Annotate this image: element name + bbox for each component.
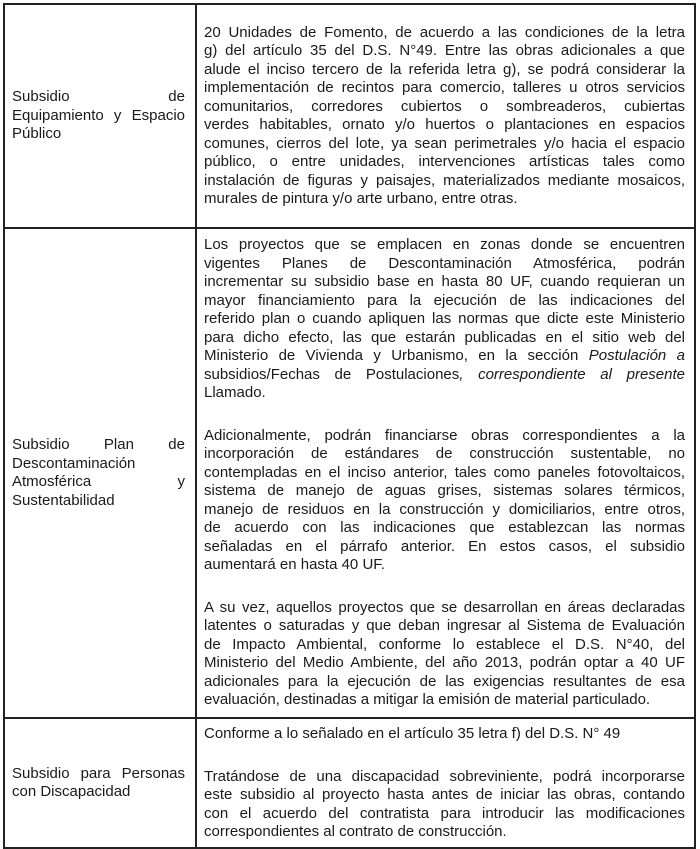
text-line: implementación de recintos para comercio, talleres u otros servicios bbox=[204, 79, 685, 96]
text-line: Ministerio del Medio Ambiente, del año 2013, podrán optar a 40 UF bbox=[204, 654, 685, 672]
text-line: contempladas en el inciso anterior, tales como paneles fotovoltaicos, bbox=[204, 463, 685, 481]
text-line: vigentes Planes de Descontaminación Atmosférica, podrán bbox=[204, 254, 685, 272]
text-line: Tratándose de una discapacidad sobreviniente, podrá incorporarse bbox=[204, 767, 685, 785]
paragraph bbox=[204, 236, 685, 403]
label-line: Subsidio de bbox=[12, 88, 185, 106]
paragraph bbox=[204, 599, 685, 710]
table-row-discapacidad bbox=[5, 717, 694, 847]
row-description-cell bbox=[197, 719, 694, 847]
table-row-descontaminacion bbox=[5, 227, 694, 717]
row-label-cell bbox=[5, 229, 197, 717]
text-line: comunes, cierros del lote, ya sean perimetrales y/o hacia el espacio bbox=[204, 134, 685, 152]
row-label-cell bbox=[5, 5, 197, 227]
text-line: sistema de manejo de aguas grises, sistemas solares térmicos, bbox=[204, 482, 685, 500]
row-label bbox=[12, 765, 185, 802]
text-line: público, o entre unidades, intervenciones artísticas tales como bbox=[204, 153, 685, 170]
paragraph bbox=[204, 427, 685, 575]
text-line: 20 Unidades de Fomento, de acuerdo a las condiciones de la letra bbox=[204, 23, 685, 41]
text-line: correspondientes al contrato de construcción. bbox=[204, 823, 507, 840]
label-line: Subsidio para Personas bbox=[12, 764, 185, 782]
text-line: incorporación de estándares de construcción sustentable, no bbox=[204, 445, 685, 463]
text-line: alude el inciso tercero de la referida letra g), se podrá considerar la bbox=[204, 60, 685, 78]
row-label-cell bbox=[5, 719, 197, 847]
row-description-cell bbox=[197, 229, 694, 717]
label-line: Público bbox=[12, 125, 62, 143]
paragraph bbox=[204, 768, 685, 842]
text-line: adicionales para la ejecución de las exigencias resultantes de esa bbox=[204, 672, 685, 690]
text-line: manejo de residuos en la construcción y domiciliarios, entre otros, bbox=[204, 500, 685, 518]
text-line: A su vez, aquellos proyectos que se desarrollan en áreas declaradas bbox=[204, 598, 685, 616]
text-line: latentes o saturadas y que deban ingresar al Sistema de Evaluación bbox=[204, 617, 685, 635]
row-description-cell bbox=[197, 5, 694, 227]
text-line: mayor financiamiento para la ejecución de las indicaciones del bbox=[204, 291, 685, 309]
text-line: de acuerdo con las indicaciones que establezcan las normas bbox=[204, 519, 685, 537]
table-row-equipamiento bbox=[5, 5, 694, 227]
text-line: g) del artículo 35 del D.S. N°49. Entre las obras adicionales a que bbox=[204, 42, 685, 59]
row-label bbox=[12, 88, 185, 144]
text-line: referido plan o cuando apliquen las normas que dicte este Ministerio bbox=[204, 310, 685, 328]
text-line: instalación de figuras y paisajes, materializados mediante mosaicos, bbox=[204, 171, 685, 189]
text-line: Adicionalmente, podrán financiarse obras correspondientes a la bbox=[204, 426, 685, 444]
text-line: comunitarios, corredores cubiertos o sombreaderos, cubiertas bbox=[204, 97, 685, 115]
label-line: Atmosférica y bbox=[12, 473, 185, 490]
text-line: de Impacto Ambiental, conforme lo establece el D.S. N°40, del bbox=[204, 635, 685, 653]
text-line: con el acuerdo del contratista para introducir las modificaciones bbox=[204, 804, 685, 822]
paragraph bbox=[204, 725, 685, 744]
text-line: Conforme a lo señalado en el artículo 35 letra f) del D.S. N° 49 bbox=[204, 725, 621, 742]
row-label bbox=[12, 436, 185, 510]
text-line: incrementar su subsidio base en hasta 80 UF, cuando requieran un bbox=[204, 273, 685, 291]
text-line: verdes habitables, ornato y/o huertos o plantaciones en espacios bbox=[204, 116, 685, 133]
paragraph bbox=[204, 24, 685, 209]
label-line: Sustentabilidad bbox=[12, 491, 115, 509]
text-line: evaluación, destinadas a mitigar la emisión de material particulado. bbox=[204, 691, 651, 709]
text-line: Ministerio de Vivienda y Urbanismo, en la sección Postulación a bbox=[204, 347, 686, 365]
label-line: Subsidio Plan de bbox=[12, 436, 185, 453]
subsidy-table bbox=[3, 3, 696, 849]
text-line: señaladas en el párrafo anterior. En estos casos, el subsidio bbox=[204, 537, 685, 555]
label-line: Equipamiento y Espacio bbox=[12, 106, 185, 124]
label-line: Descontaminación bbox=[12, 454, 136, 472]
text-line: murales de pintura y/o arte urbano, entre otras. bbox=[204, 190, 518, 207]
text-line: Llamado. bbox=[204, 384, 266, 402]
text-line: aumentará en hasta 40 UF. bbox=[204, 556, 385, 574]
text-line: para dicho efecto, las que estarán publicadas en el sitio web del bbox=[204, 328, 685, 346]
text-line: Los proyectos que se emplacen en zonas donde se encuentren bbox=[204, 236, 685, 254]
text-line: subsidios/Fechas de Postulaciones, correspondiente al presente bbox=[204, 365, 685, 383]
text-line: este subsidio al proyecto hasta antes de iniciar las obras, contando bbox=[204, 786, 685, 803]
label-line: con Discapacidad bbox=[12, 783, 131, 800]
